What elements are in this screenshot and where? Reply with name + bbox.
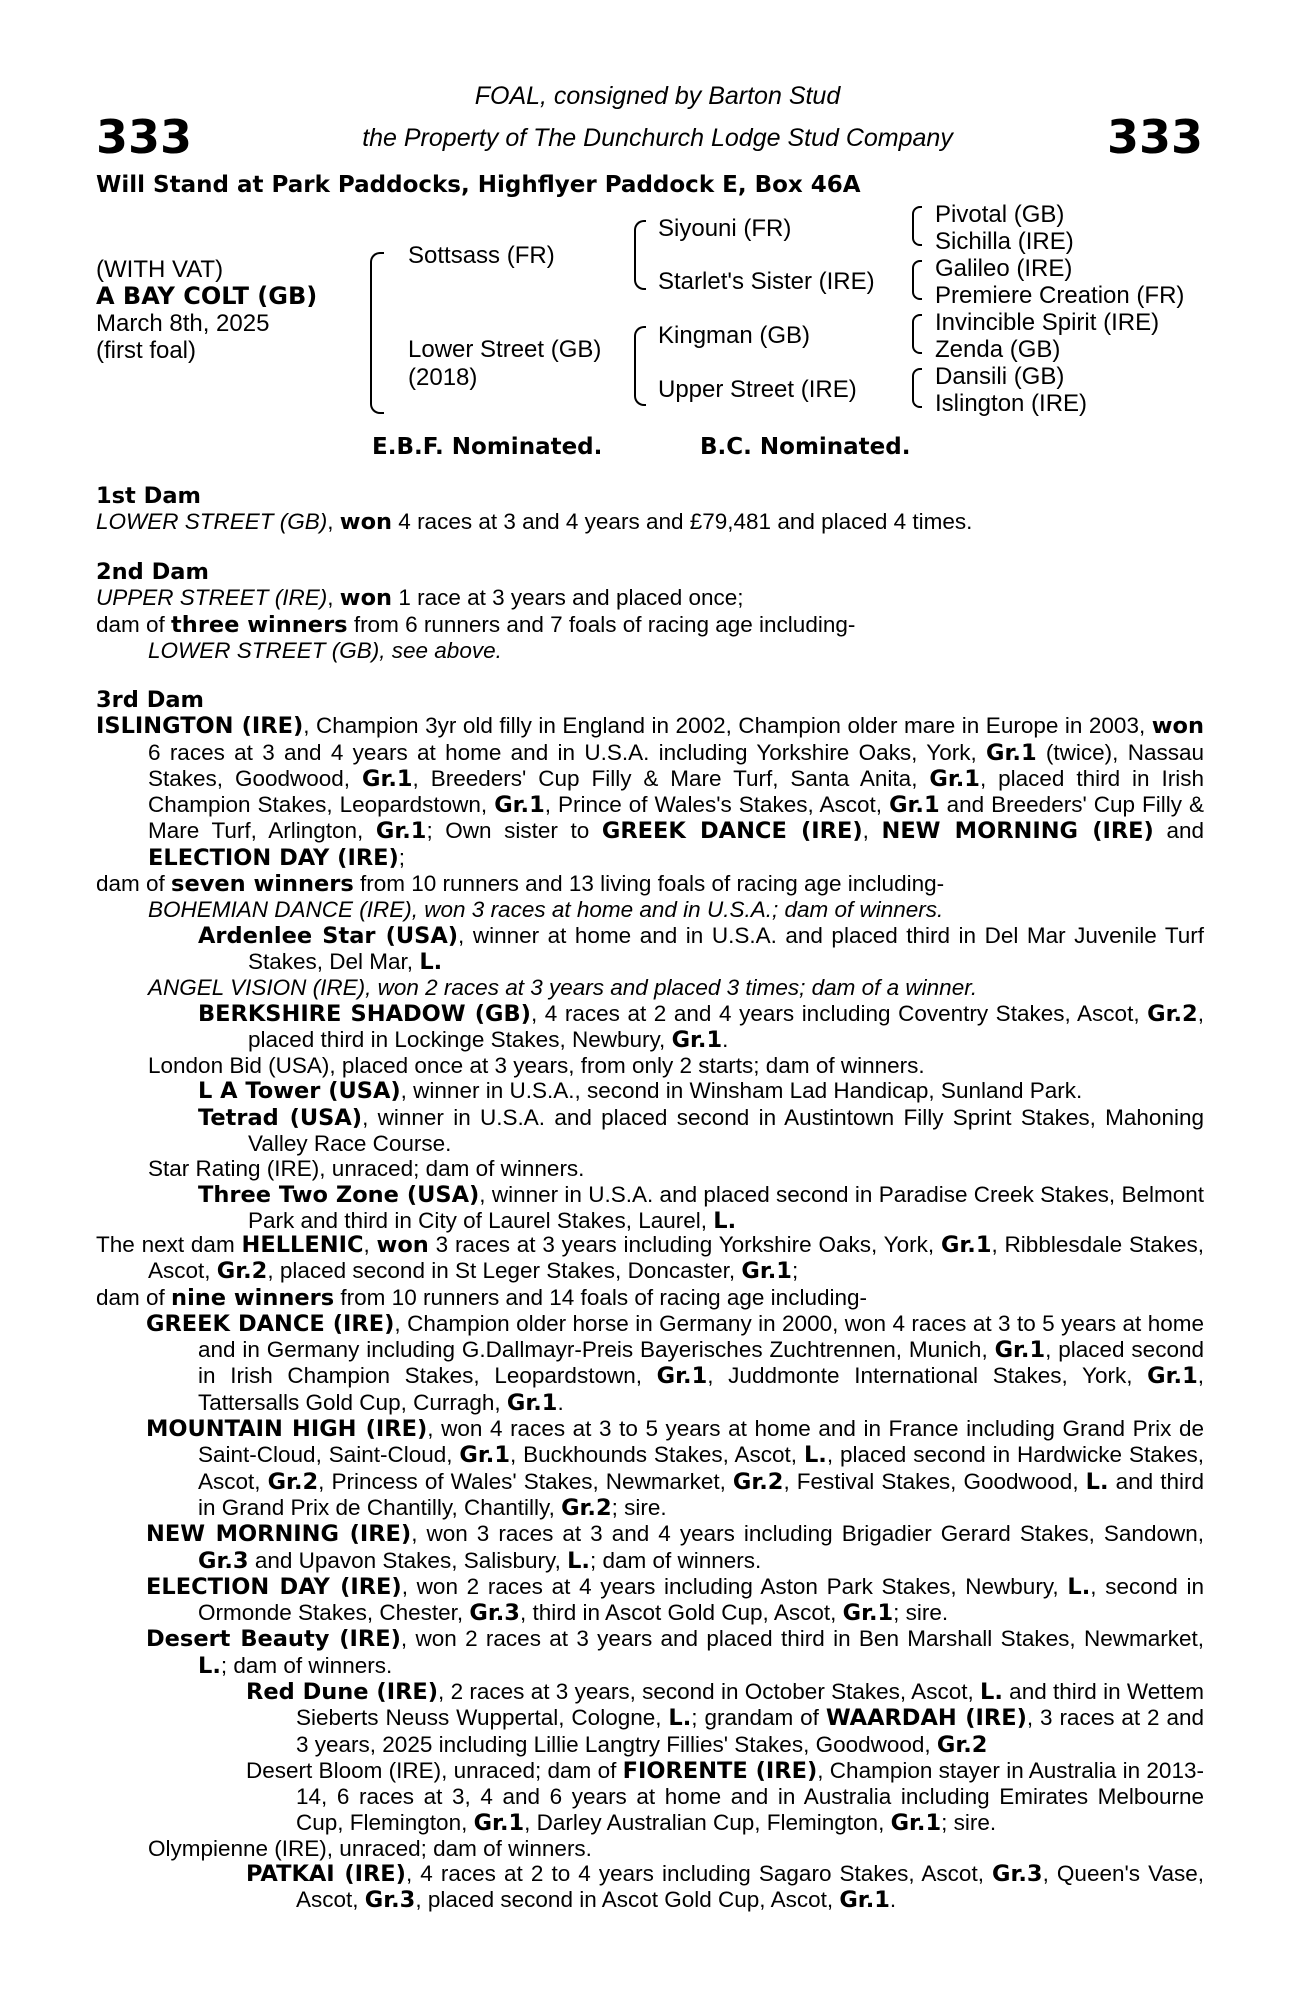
horse-details xyxy=(96,256,317,364)
next-dam-record: The next dam HELLENIC, won 3 races at 3 years including Yorkshire Oaks, York, Gr.1, Ribblesdale Stakes, Ascot, Gr.2, placed second in St Leger Stakes, Doncaster, Gr.1; xyxy=(96,1232,1204,1285)
third-dam-heading: 3rd Dam xyxy=(96,687,204,713)
second-dam-heading: 2nd Dam xyxy=(96,559,209,585)
third-dam-grandchild-3b: Tetrad (USA), winner in U.S.A. and placed second in Austintown Filly Sprint Stakes, Mahoning Valley Race Course. xyxy=(198,1104,1204,1157)
third-dam-grandchild-4: Three Two Zone (USA), winner in U.S.A. and placed second in Paradise Creek Stakes, Belmont Park and third in City of Laurel Stakes, Laurel, L. xyxy=(198,1181,1205,1234)
second-dam-name: UPPER STREET (IRE) xyxy=(96,585,328,611)
produce-red-dune: Red Dune (IRE), 2 races at 3 years, second in October Stakes, Ascot, L. and third in Wettem Sieberts Neuss Wuppertal, Cologne, L.; grandam of WAARDAH (IRE), 3 races at 2 and 3 years, 2025 including Lillie Langtry Fillies' Stakes, Goodwood, Gr.2 xyxy=(246,1679,1204,1758)
horse-name: A BAY COLT (GB) xyxy=(96,282,318,310)
third-dam-grandchild-1: Ardenlee Star (USA), winner at home and in U.S.A. and placed third in Del Mar Juvenile Turf Stakes, Del Mar, L. xyxy=(198,922,1204,975)
produce-election-day: ELECTION DAY (IRE), won 2 races at 4 years including Aston Park Stakes, Newbury, L., second in Ormonde Stakes, Chester, Gr.3, third in Ascot Gold Cup, Ascot, Gr.1; sire. xyxy=(146,1573,1204,1627)
produce-new-morning: NEW MORNING (IRE), won 3 races at 3 and 4 years including Brigadier Gerard Stakes, Sandown, Gr.3 and Upavon Stakes, Salisbury, L.; dam of winners. xyxy=(146,1521,1204,1574)
brace-dam xyxy=(634,326,646,406)
brace-g3 xyxy=(912,314,922,354)
third-dam-name: ISLINGTON (IRE) xyxy=(96,713,304,740)
grandparent-6: Zenda (GB) xyxy=(935,336,1061,363)
first-dam-record: 4 races at 3 and 4 years and £79,481 and placed 4 times. xyxy=(392,509,973,535)
third-dam-grandchild-3a: L A Tower (USA), winner in U.S.A., second in Winsham Lad Handicap, Sunland Park. xyxy=(198,1078,1083,1105)
grandparent-4: Premiere Creation (FR) xyxy=(935,282,1185,309)
second-dam-dam-of: dam of xyxy=(96,611,172,637)
produce-mountain-high: MOUNTAIN HIGH (IRE), won 4 races at 3 to 5 years at home and in France including Grand Prix de Saint-Cloud, Saint-Cloud, Gr.1, Buckhounds Stakes, Ascot, L., placed second in Hardwicke Stakes, Ascot, Gr.2, Princess of Wales' Stakes, Newmarket, Gr.2, Festival Stakes, Goodwood, L. and third in Grand Prix de Chantilly, Chantilly, Gr.2; sire. xyxy=(146,1416,1204,1521)
second-dam-section: 2nd Dam UPPER STREET (IRE), won 1 race at 3 years and placed once; dam of three winners from 6 runners and 7 foals of racing age including- LOWER STREET (GB), see above. xyxy=(96,560,1204,663)
grandparent-3: Galileo (IRE) xyxy=(935,255,1073,282)
brace-g4 xyxy=(912,368,922,408)
date-of-birth: March 8th, 2025 xyxy=(96,310,270,337)
sire-sire: Siyouni (FR) xyxy=(658,215,792,242)
stand-location: Will Stand at Park Paddocks, Highflyer Paddock E, Box 46A xyxy=(96,172,861,198)
third-dam-child-3: London Bid (USA), placed once at 3 years, from only 2 starts; dam of winners. xyxy=(148,1053,925,1079)
dam: Lower Street (GB) xyxy=(408,336,602,363)
first-dam-won: won xyxy=(339,509,393,536)
brace-g2 xyxy=(912,260,922,300)
next-dam-section: The next dam HELLENIC, won 3 races at 3 years including Yorkshire Oaks, York, Gr.1, Ribblesdale Stakes, Ascot, Gr.2, placed second in St Leger Stakes, Doncaster, Gr.1; dam of nine winners from 10 runners and 14 foals of racing age including- GREEK DANCE (IRE), Champion older horse in Germany in 2000, won 4 races at 3 to 5 years at home and in Germany including G.Dallmayr-Preis Bayerisches Zuchtrennen, Munich, Gr.1, placed second in Irish Champion Stakes, Leopardstown, Gr.1, Juddmonte International Stakes, York, Gr.1, Tattersalls Gold Cup, Curragh, Gr.1. MOUNTAIN HIGH (IRE), won 4 races at 3 to 5 years at home and in France including Grand Prix de Saint-Cloud, Saint-Cloud, Gr.1, Buckhounds Stakes, Ascot, L., placed second in Hardwicke Stakes, Ascot, Gr.2, Princess of Wales' Stakes, Newmarket, Gr.2, Festival Stakes, Goodwood, L. and third in Grand Prix de Chantilly, Chantilly, Gr.2; sire. NEW MORNING (IRE), won 3 races at 3 and 4 years including Brigadier Gerard Stakes, Sandown, Gr.3 and Upavon Stakes, Salisbury, L.; dam of winners. ELECTION DAY (IRE), won 2 races at 4 years including Aston Park Stakes, Newbury, L., second in Ormonde Stakes, Chester, Gr.3, third in Ascot Gold Cup, Ascot, Gr.1; sire. Desert Beauty (IRE), won 2 races at 3 years and placed third in Ben Marshall Stakes, Newmarket, L.; dam of winners. Red Dune (IRE), 2 races at 3 years, second in October Stakes, Ascot, L. and third in Wettem Sieberts Neuss Wuppertal, Cologne, L.; grandam of WAARDAH (IRE), 3 races at 2 and 3 years, 2025 including Lillie Langtry Fillies' Stakes, Goodwood, Gr.2 Desert Bloom (IRE), unraced; dam of FIORENTE (IRE), Champion stayer in Australia in 2013-14, 6 races at 3, 4 and 6 years at home and in Australia including Emirates Melbourne Cup, Flemington, Gr.1, Darley Australian Cup, Flemington, Gr.1; sire. Olympienne (IRE), unraced; dam of winners. PATKAI (IRE), 4 races at 2 to 4 years including Sagaro Stakes, Ascot, Gr.3, Queen's Vase, Ascot, Gr.3, placed second in Ascot Gold Cup, Ascot, Gr.1. xyxy=(96,1232,1204,1914)
grandparent-1: Pivotal (GB) xyxy=(935,201,1065,228)
produce-desert-beauty: Desert Beauty (IRE), won 2 races at 3 years and placed third in Ben Marshall Stakes, Newmarket, L.; dam of winners. xyxy=(146,1626,1204,1679)
second-dam-record: 1 race at 3 years and placed once; xyxy=(392,585,744,611)
grandparent-8: Islington (IRE) xyxy=(935,390,1088,417)
produce-greek-dance: GREEK DANCE (IRE), Champion older horse in Germany in 2000, won 4 races at 3 to 5 years at home and in Germany including G.Dallmayr-Preis Bayerisches Zuchtrennen, Munich, Gr.1, placed second in Irish Champion Stakes, Leopardstown, Gr.1, Juddmonte International Stakes, York, Gr.1, Tattersalls Gold Cup, Curragh, Gr.1. xyxy=(146,1310,1204,1416)
consignor-line: FOAL, consigned by Barton Stud xyxy=(474,82,841,110)
lot-number-left: 333 xyxy=(96,110,193,164)
produce-patkai: PATKAI (IRE), 4 races at 2 to 4 years including Sagaro Stakes, Ascot, Gr.3, Queen's Vase, Ascot, Gr.3, placed second in Ascot Gold Cup, Ascot, Gr.1. xyxy=(246,1861,1204,1914)
first-dam-heading: 1st Dam xyxy=(96,483,201,509)
first-dam-section: 1st Dam LOWER STREET (GB), won 4 races at 3 and 4 years and £79,481 and placed 4 times. xyxy=(96,484,1204,536)
dam-dam: Upper Street (IRE) xyxy=(658,376,857,403)
third-dam-child-2: ANGEL VISION (IRE), won 2 races at 3 years and placed 3 times; dam of a winner. xyxy=(148,975,978,1001)
first-dam-name: LOWER STREET (GB) xyxy=(96,509,328,535)
produce-olympienne: Olympienne (IRE), unraced; dam of winners. xyxy=(148,1835,592,1861)
dam-year: (2018) xyxy=(408,364,478,391)
bc-nominated: B.C. Nominated. xyxy=(700,434,911,460)
vat-label: (WITH VAT) xyxy=(96,256,224,283)
produce-desert-bloom: Desert Bloom (IRE), unraced; dam of FIORENTE (IRE), Champion stayer in Australia in 2013-14, 6 races at 3, 4 and 6 years at home and in Australia including Emirates Melbourne Cup, Flemington, Gr.1, Darley Australian Cup, Flemington, Gr.1; sire. xyxy=(246,1757,1204,1836)
sire-dam: Starlet's Sister (IRE) xyxy=(658,268,875,295)
third-dam-grandchild-2: BERKSHIRE SHADOW (GB), 4 races at 2 and 4 years including Coventry Stakes, Ascot, Gr.2, placed third in Lockinge Stakes, Newbury, Gr.1. xyxy=(198,1000,1204,1053)
brace-sire xyxy=(634,220,646,290)
dam-sire: Kingman (GB) xyxy=(658,322,811,349)
third-dam-record: ISLINGTON (IRE), Champion 3yr old filly in England in 2002, Champion older mare in Europe in 2003, won 6 races at 3 and 4 years at home and in U.S.A. including Yorkshire Oaks, York, Gr.1 (twice), Nassau Stakes, Goodwood, Gr.1, Breeders' Cup Filly & Mare Turf, Santa Anita, Gr.1, placed third in Irish Champion Stakes, Leopardstown, Gr.1, Prince of Wales's Stakes, Ascot, Gr.1 and Breeders' Cup Filly & Mare Turf, Arlington, Gr.1; Own sister to GREEK DANCE (IRE), NEW MORNING (IRE) and ELECTION DAY (IRE); xyxy=(96,713,1205,871)
brace-main xyxy=(370,252,384,414)
ebf-nominated: E.B.F. Nominated. xyxy=(372,434,603,460)
grandparent-7: Dansili (GB) xyxy=(935,363,1065,390)
sire: Sottsass (FR) xyxy=(408,242,555,269)
lot-number-right: 333 xyxy=(1106,110,1203,164)
third-dam-section: 3rd Dam ISLINGTON (IRE), Champion 3yr old filly in England in 2002, Champion older mare in Europe in 2003, won 6 races at 3 and 4 years at home and in U.S.A. including Yorkshire Oaks, York, Gr.1 (twice), Nassau Stakes, Goodwood, Gr.1, Breeders' Cup Filly & Mare Turf, Santa Anita, Gr.1, placed third in Irish Champion Stakes, Leopardstown, Gr.1, Prince of Wales's Stakes, Ascot, Gr.1 and Breeders' Cup Filly & Mare Turf, Arlington, Gr.1; Own sister to GREEK DANCE (IRE), NEW MORNING (IRE) and ELECTION DAY (IRE); dam of seven winners from 10 runners and 13 living foals of racing age including- BOHEMIAN DANCE (IRE), won 3 races at home and in U.S.A.; dam of winners. Ardenlee Star (USA), winner at home and in U.S.A. and placed third in Del Mar Juvenile Turf Stakes, Del Mar, L. ANGEL VISION (IRE), won 2 races at 3 years and placed 3 times; dam of a winner. BERKSHIRE SHADOW (GB), 4 races at 2 and 4 years including Coventry Stakes, Ascot, Gr.2, placed third in Lockinge Stakes, Newbury, Gr.1. London Bid (USA), placed once at 3 years, from only 2 starts; dam of winners. L A Tower (USA), winner in U.S.A., second in Winsham Lad Handicap, Sunland Park. Tetrad (USA), winner in U.S.A. and placed second in Austintown Filly Sprint Stakes, Mahoning Valley Race Course. Star Rating (IRE), unraced; dam of winners. Three Two Zone (USA), winner in U.S.A. and placed second in Paradise Creek Stakes, Belmont Park and third in City of Laurel Stakes, Laurel, L. xyxy=(96,687,1205,1234)
next-dam-name: HELLENIC xyxy=(241,1232,364,1258)
second-dam-winners: three winners xyxy=(171,611,348,638)
second-dam-child: LOWER STREET (GB), see above. xyxy=(148,637,502,663)
brace-g1 xyxy=(912,206,922,246)
grandparent-2: Sichilla (IRE) xyxy=(935,228,1074,255)
third-dam-child-4: Star Rating (IRE), unraced; dam of winners. xyxy=(148,1156,585,1182)
second-dam-won: won xyxy=(339,585,393,612)
foal-note: (first foal) xyxy=(96,337,197,364)
third-dam-child-1: BOHEMIAN DANCE (IRE), won 3 races at home and in U.S.A.; dam of winners. xyxy=(148,897,944,923)
property-line: the Property of The Dunchurch Lodge Stud Company xyxy=(362,124,953,152)
second-dam-produce-summary: from 6 runners and 7 foals of racing age including- xyxy=(347,611,856,637)
grandparent-5: Invincible Spirit (IRE) xyxy=(935,309,1160,336)
